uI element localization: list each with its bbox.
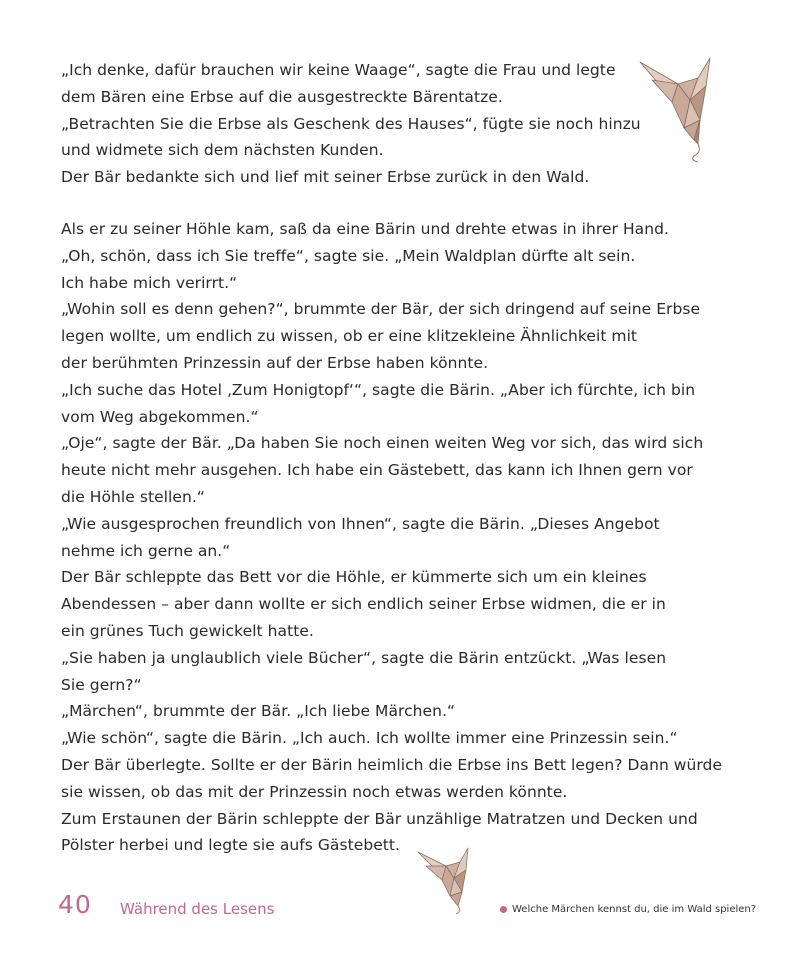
origami-crane-icon	[412, 838, 482, 918]
text-line: „Oje“, sagte der Bär. „Da haben Sie noch einen weiten Weg vor sich, das wird sich	[61, 434, 704, 453]
text-line: Als er zu seiner Höhle kam, saß da eine Bärin und drehte etwas in ihrer Hand.	[61, 220, 669, 238]
text-line: Pölster herbei und legte sie aufs Gästebett.	[61, 836, 401, 855]
text-line: Zum Erstaunen der Bärin schleppte der Bär unzählige Matratzen und Decken und	[61, 809, 698, 828]
text-line: Abendessen – aber dann wollte er sich endlich seiner Erbse widmen, die er in	[61, 595, 666, 614]
text-line: „Betrachten Sie die Erbse als Geschenk des Hauses“, fügte sie noch hinzu	[61, 114, 641, 133]
text-line: dem Bären eine Erbse auf die ausgestreckte Bärentatze.	[61, 87, 503, 106]
text-line: „Oh, schön, dass ich Sie treffe“, sagte sie. „Mein Waldplan dürfte alt sein.	[61, 246, 636, 265]
text-line: „Wie schön“, sagte die Bärin. „Ich auch. Ich wollte immer eine Prinzessin sein.“	[61, 729, 678, 748]
text-line: der berühmten Prinzessin auf der Erbse haben könnte.	[61, 353, 489, 372]
text-line: vom Weg abgekommen.“	[61, 407, 259, 426]
text-line: „Wie ausgesprochen freundlich von Ihnen“, sagte die Bärin. „Dieses Angebot	[61, 514, 660, 533]
text-line: ein grünes Tuch gewickelt hatte.	[61, 621, 314, 640]
text-line: Der Bär bedankte sich und lief mit seiner Erbse zurück in den Wald.	[61, 168, 590, 187]
footer-question	[500, 904, 756, 915]
text-line: Der Bär schleppte das Bett vor die Höhle, er kümmerte sich um ein kleines	[61, 568, 647, 587]
text-line: „Sie haben ja unglaublich viele Bücher“, sagte die Bärin entzückt. „Was lesen	[61, 648, 667, 667]
page-number: 40	[58, 890, 92, 919]
text-line: „Märchen“, brummte der Bär. „Ich liebe Märchen.“	[61, 702, 456, 721]
paragraph-2	[61, 216, 723, 859]
origami-crane-icon	[632, 40, 724, 165]
question-text: Welche Märchen kennst du, die im Wald spielen?	[512, 904, 757, 915]
text-line: „Wohin soll es denn gehen?“, brummte der Bär, der sich dringend auf seine Erbse	[61, 300, 701, 319]
paragraph-1	[61, 57, 711, 191]
text-line: Ich habe mich verirrt.“	[61, 273, 238, 292]
text-line: Sie gern?“	[61, 675, 142, 694]
text-line: die Höhle stellen.“	[61, 487, 205, 506]
text-line: „Ich suche das Hotel ‚Zum Honigtopf‘“, sagte die Bärin. „Aber ich fürchte, ich bin	[61, 380, 696, 399]
dot-icon	[500, 906, 507, 913]
text-line: sie wissen, ob das mit der Prinzessin noch etwas werden könnte.	[61, 782, 568, 801]
text-line: und widmete sich dem nächsten Kunden.	[61, 141, 384, 160]
text-line: legen wollte, um endlich zu wissen, ob er eine klitzekleine Ähnlichkeit mit	[61, 327, 638, 346]
section-title: Während des Lesens	[120, 900, 275, 918]
text-line: nehme ich gerne an.“	[61, 541, 231, 560]
text-line: Der Bär überlegte. Sollte er der Bärin heimlich die Erbse ins Bett legen? Dann würde	[61, 755, 723, 774]
text-line: heute nicht mehr ausgehen. Ich habe ein Gästebett, das kann ich Ihnen gern vor	[61, 461, 693, 480]
text-line: „Ich denke, dafür brauchen wir keine Waage“, sagte die Frau und legte	[61, 61, 616, 79]
